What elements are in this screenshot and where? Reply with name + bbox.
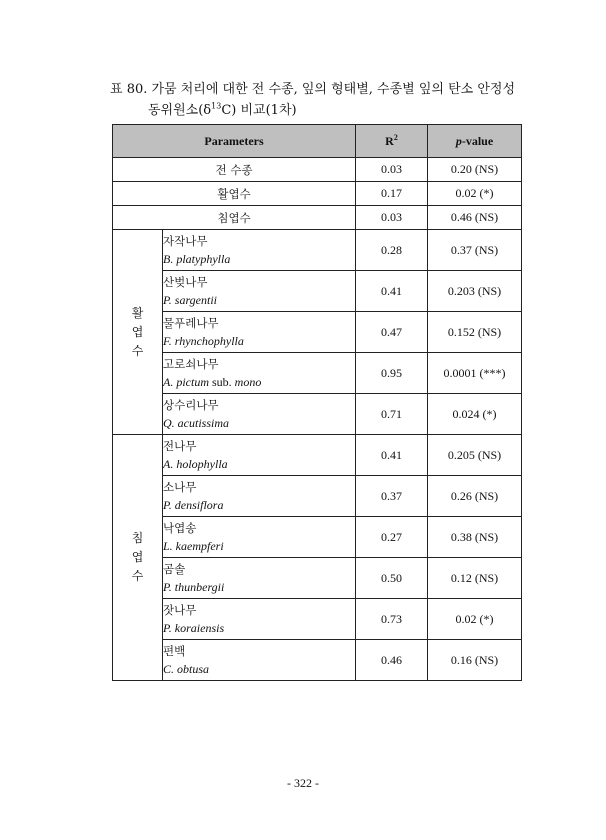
table-row-species <box>113 435 522 476</box>
group-label-conifer <box>113 435 163 681</box>
p-value: 0.37 (NS) <box>428 230 522 271</box>
species-scientific-name <box>163 373 355 391</box>
r2-value: 0.27 <box>356 517 428 558</box>
r2-value: 0.41 <box>356 435 428 476</box>
caption-line-2 <box>110 100 530 121</box>
header-r2-label: R <box>385 134 394 148</box>
group-char: 엽 <box>131 324 144 339</box>
p-value: 0.02 (*) <box>428 182 522 206</box>
header-pvalue-rest: -value <box>461 133 494 148</box>
header-r2 <box>356 125 428 158</box>
p-value: 0.20 (NS) <box>428 158 522 182</box>
species-scientific-name: L. kaempferi <box>163 539 224 553</box>
table-row-species <box>113 558 522 599</box>
group-char: 엽 <box>131 550 144 564</box>
table-row-species <box>113 640 522 681</box>
species-korean-name: 전나무 <box>163 439 197 453</box>
species-cell <box>163 558 356 599</box>
group-char: 활 <box>131 305 144 320</box>
caption-line-2-prefix: 동위원소(δ <box>148 103 212 118</box>
species-scientific-name: P. sargentii <box>163 293 218 307</box>
r2-value: 0.03 <box>356 206 428 230</box>
species-cell <box>163 394 356 435</box>
caption-line-1: 표 80. 가뭄 처리에 대한 전 수종, 잎의 형태별, 수종별 잎의 탄소 안정성 <box>110 82 516 97</box>
table-header-row <box>113 125 522 158</box>
p-value: 0.38 (NS) <box>428 517 522 558</box>
group-char: 수 <box>131 343 144 358</box>
p-value: 0.024 (*) <box>428 394 522 435</box>
p-value: 0.12 (NS) <box>428 558 522 599</box>
table-row-species <box>113 353 522 394</box>
table-caption <box>110 79 530 121</box>
species-korean-name: 잣나무 <box>163 603 197 617</box>
species-korean-name: 소나무 <box>163 480 197 494</box>
species-korean-name: 낙엽송 <box>163 521 197 535</box>
r2-value: 0.28 <box>356 230 428 271</box>
species-korean-name: 상수리나무 <box>163 398 219 412</box>
header-pvalue <box>428 125 522 158</box>
p-value: 0.26 (NS) <box>428 476 522 517</box>
table-row-species <box>113 312 522 353</box>
r2-value: 0.71 <box>356 394 428 435</box>
species-korean-name: 자작나무 <box>163 234 208 248</box>
header-r2-superscript: 2 <box>393 133 398 142</box>
header-parameters: Parameters <box>113 125 356 158</box>
r2-value: 0.95 <box>356 353 428 394</box>
r2-value: 0.50 <box>356 558 428 599</box>
group-char: 수 <box>131 569 144 583</box>
caption-line-2-suffix: C) 비교(1차) <box>221 103 297 118</box>
species-scientific-name: P. koraiensis <box>163 621 225 635</box>
p-value: 0.46 (NS) <box>428 206 522 230</box>
species-korean-name: 물푸레나무 <box>163 316 219 330</box>
r2-value: 0.37 <box>356 476 428 517</box>
species-scientific-name: B. platyphylla <box>163 252 231 266</box>
p-value: 0.152 (NS) <box>428 312 522 353</box>
species-scientific-name: F. rhynchophylla <box>163 334 244 348</box>
header-pvalue-p: p <box>455 133 462 148</box>
table-row-all-species <box>113 158 522 182</box>
species-scientific-name: C. obtusa <box>163 662 210 676</box>
species-cell <box>163 517 356 558</box>
species-cell <box>163 640 356 681</box>
species-korean-name: 편백 <box>163 644 186 658</box>
table-row-broadleaf-total <box>113 182 522 206</box>
species-cell <box>163 476 356 517</box>
species-subspecies-marker: sub. <box>209 375 235 389</box>
species-cell <box>163 435 356 476</box>
species-korean-name: 고로쇠나무 <box>163 357 219 371</box>
group-char: 침 <box>131 531 144 545</box>
r2-value: 0.03 <box>356 158 428 182</box>
table-row-species <box>113 599 522 640</box>
row-label: 전 수종 <box>113 158 356 182</box>
species-genus-epithet: A. pictum <box>163 375 209 389</box>
species-cell <box>163 271 356 312</box>
species-cell <box>163 599 356 640</box>
r2-value: 0.17 <box>356 182 428 206</box>
species-cell <box>163 353 356 394</box>
r2-value: 0.41 <box>356 271 428 312</box>
species-scientific-name: Q. acutissima <box>163 416 229 430</box>
table-row-species <box>113 230 522 271</box>
caption-isotope-superscript: 13 <box>211 101 222 111</box>
species-cell <box>163 312 356 353</box>
isotope-comparison-table <box>112 124 522 681</box>
p-value: 0.02 (*) <box>428 599 522 640</box>
species-scientific-name: P. thunbergii <box>163 580 225 594</box>
species-scientific-name: A. holophylla <box>163 457 228 471</box>
p-value: 0.205 (NS) <box>428 435 522 476</box>
table-row-conifer-total <box>113 206 522 230</box>
table-row-species <box>113 394 522 435</box>
row-label: 활엽수 <box>113 182 356 206</box>
p-value: 0.16 (NS) <box>428 640 522 681</box>
r2-value: 0.46 <box>356 640 428 681</box>
species-korean-name: 산벚나무 <box>163 275 208 289</box>
r2-value: 0.73 <box>356 599 428 640</box>
species-cell <box>163 230 356 271</box>
table-row-species <box>113 476 522 517</box>
table-row-species <box>113 517 522 558</box>
species-korean-name: 곰솔 <box>163 562 186 576</box>
page-number: - 322 - <box>287 776 319 790</box>
p-value: 0.203 (NS) <box>428 271 522 312</box>
row-label: 침엽수 <box>113 206 356 230</box>
group-label-broadleaf <box>113 230 163 435</box>
r2-value: 0.47 <box>356 312 428 353</box>
species-scientific-name: P. densiflora <box>163 498 224 512</box>
species-subspecies-name: mono <box>234 375 262 389</box>
table-row-species <box>113 271 522 312</box>
p-value: 0.0001 (***) <box>428 353 522 394</box>
